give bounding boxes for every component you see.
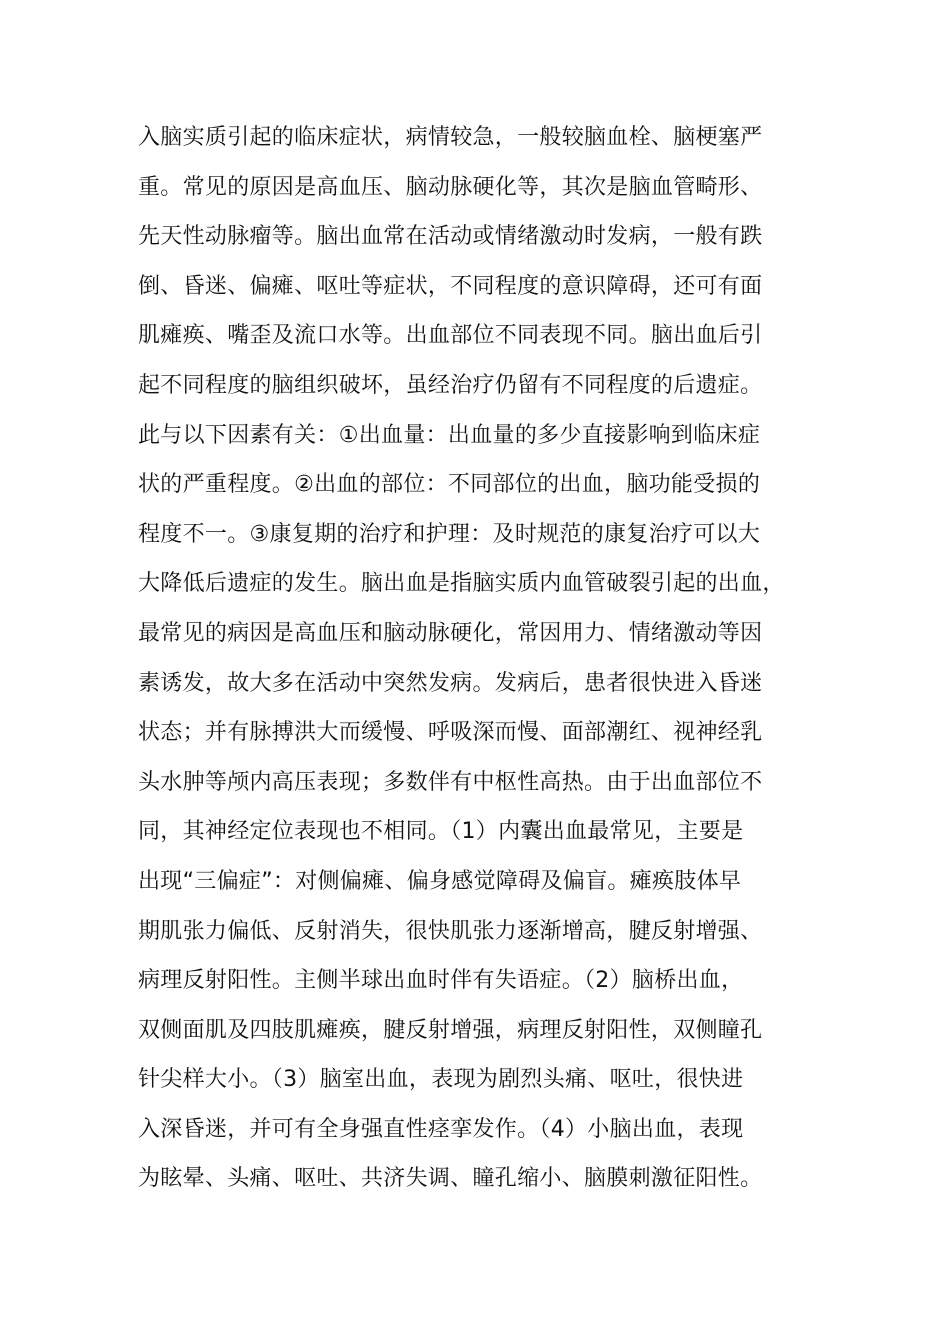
text-line: 双侧面肌及四肢肌瘫痪，腱反射增强，病理反射阳性，双侧瞳孔 [138,1017,763,1043]
text-line: 出现“三偏症”：对侧偏瘫、偏身感觉障碍及偏盲。瘫痪肢体早 [138,868,742,894]
text-line: 状态；并有脉搏洪大而缓慢、呼吸深而慢、面部潮红、视神经乳 [138,720,763,746]
text-line: 针尖样大小。（3）脑室出血，表现为剧烈头痛、呕吐，很快进 [138,1067,744,1093]
body-text [138,113,818,1204]
text-line: 最常见的病因是高血压和脑动脉硬化，常因用力、情绪激动等因 [138,620,763,646]
text-line: 为眩晕、头痛、呕吐、共济失调、瞳孔缩小、脑膜刺激征阳性。 [138,1166,763,1192]
text-line: 重。常见的原因是高血压、脑动脉硬化等，其次是脑血管畸形、 [138,174,763,200]
text-line: 头水肿等颅内高压表现；多数伴有中枢性高热。由于出血部位不 [138,769,763,795]
text-line: 程度不一。③康复期的治疗和护理：及时规范的康复治疗可以大 [138,521,761,547]
text-line: 先天性动脉瘤等。脑出血常在活动或情绪激动时发病，一般有跌 [138,224,763,250]
text-line: 起不同程度的脑组织破坏，虽经治疗仍留有不同程度的后遗症。 [138,372,763,398]
text-line: 状的严重程度。②出血的部位：不同部位的出血，脑功能受损的 [138,472,761,498]
text-line: 肌瘫痪、嘴歪及流口水等。出血部位不同表现不同。脑出血后引 [138,323,763,349]
text-line: 入脑实质引起的临床症状，病情较急，一般较脑血栓、脑梗塞严 [138,125,763,150]
text-line: 此与以下因素有关：①出血量：出血量的多少直接影响到临床症 [138,422,761,448]
text-line: 期肌张力偏低、反射消失，很快肌张力逐渐增高，腱反射增强、 [138,918,763,944]
text-line: 同，其神经定位表现也不相同。（1）内囊出血最常见，主要是 [138,819,744,845]
text-line: 入深昏迷，并可有全身强直性痉挛发作。（4）小脑出血，表现 [138,1116,744,1142]
text-line: 倒、昏迷、偏瘫、呕吐等症状，不同程度的意识障碍，还可有面 [138,273,763,299]
text-line: 大降低后遗症的发生。脑出血是指脑实质内血管破裂引起的出血， [138,571,785,597]
text-line: 病理反射阳性。主侧半球出血时伴有失语症。（2）脑桥出血， [138,968,744,994]
text-line: 素诱发，故大多在活动中突然发病。发病后，患者很快进入昏迷 [138,670,763,696]
